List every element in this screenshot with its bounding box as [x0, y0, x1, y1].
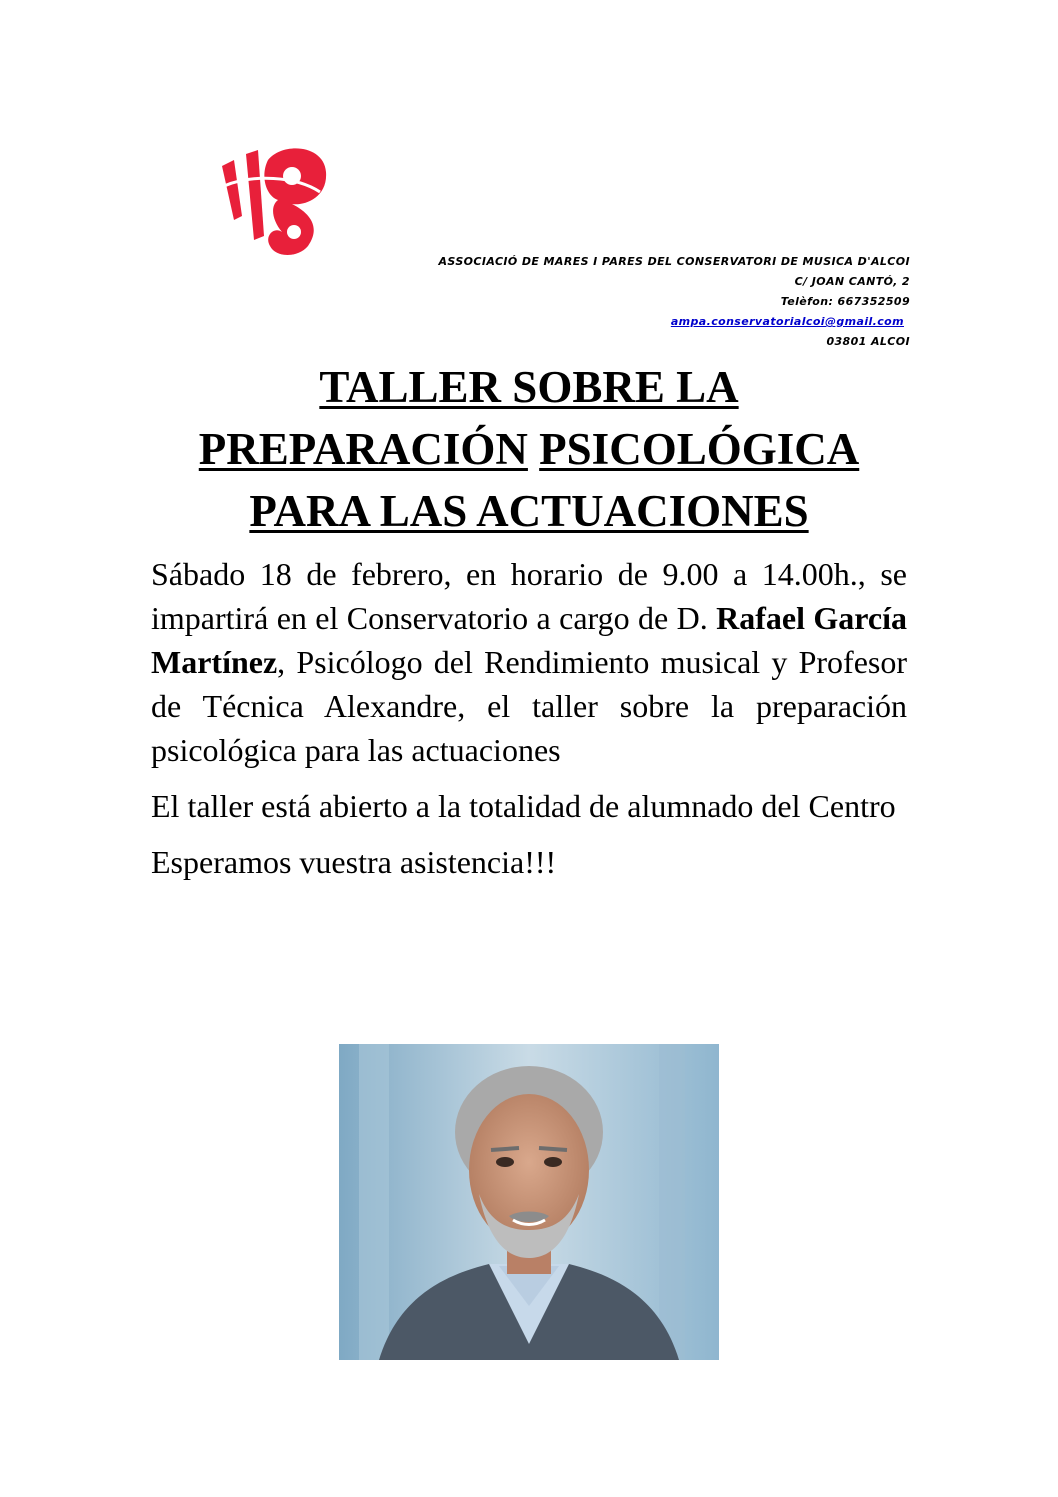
conservatori-logo-icon [212, 146, 332, 260]
title-line-2b: PSICOLÓGICA [539, 424, 860, 474]
title-line-1: TALLER SOBRE LA [319, 362, 739, 412]
workshop-title [0, 356, 1058, 542]
title-line-2a: PREPARACIÓN [198, 424, 528, 474]
paragraph-audience: El taller está abierto a la totalidad de alumnado del Centro [151, 788, 896, 824]
speaker-name: Rafael García Martínez [151, 600, 907, 680]
paragraph-closing: Esperamos vuestra asistencia!!! [151, 844, 557, 880]
association-city: 03801 ALCOI [826, 335, 910, 348]
association-name: ASSOCIACIÓ DE MARES I PARES DEL CONSERVATORI DE MUSICA D'ALCOI [438, 255, 910, 268]
workshop-description [151, 552, 907, 896]
association-email-link[interactable]: ampa.conservatorialcoi@gmail.com [670, 315, 904, 328]
association-phone: Telèfon: 667352509 [780, 295, 910, 308]
association-address: C/ JOAN CANTÓ, 2 [794, 275, 910, 288]
details-start: Sábado 18 de febrero, en horario de 9.00 a 14.00h., se impartirá en el Conservatorio a cargo de D. [151, 556, 907, 636]
title-line-3: PARA LAS ACTUACIONES [249, 486, 809, 536]
association-header [438, 252, 910, 352]
paragraph-details [151, 552, 907, 772]
speaker-portrait [339, 1044, 719, 1360]
details-end: , Psicólogo del Rendimiento musical y Profesor de Técnica Alexandre, el taller sobre la preparación psicológica para las actuaciones [151, 644, 907, 768]
